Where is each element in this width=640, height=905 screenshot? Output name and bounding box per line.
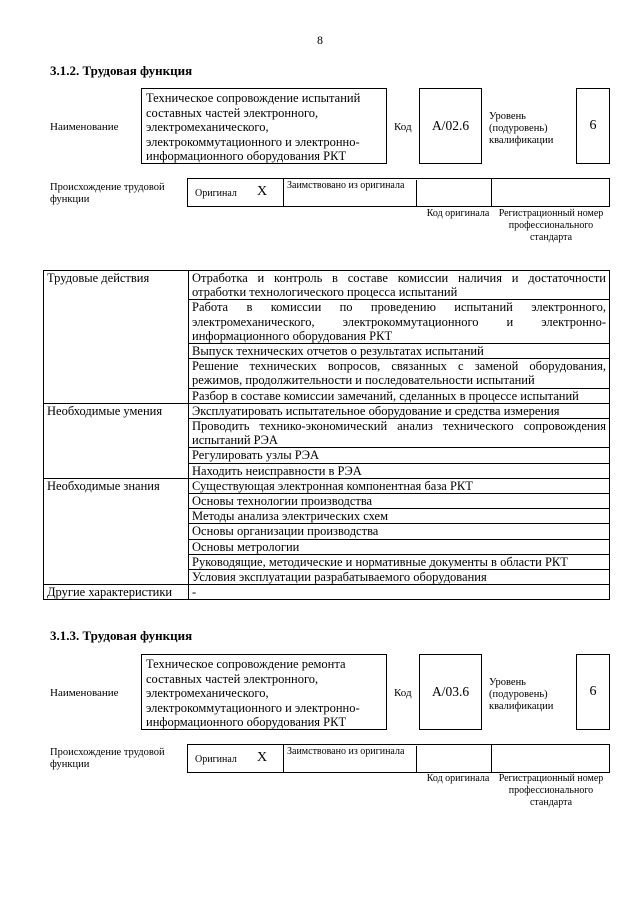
skill-item: Эксплуатировать испытательное оборудование и средства измерения: [189, 403, 610, 418]
knowledge-item: Руководящие, методические и нормативные документы в области РКТ: [189, 554, 610, 569]
original-mark: X: [257, 750, 268, 765]
section-heading-3-1-3: 3.1.3. Трудовая функция: [50, 628, 193, 643]
labor-action-item: Выпуск технических отчетов о результатах испытаний: [189, 344, 610, 359]
knowledge-item: Существующая электронная компонентная база РКТ: [189, 478, 610, 493]
level-value-box: 6: [576, 654, 610, 730]
knowledge-label: Необходимые знания: [44, 478, 189, 584]
table-row: [44, 403, 610, 418]
reg-number-caption: Регистрационный номер профессионального стандарта: [498, 208, 604, 243]
section-heading-3-1-2: 3.1.2. Трудовая функция: [50, 63, 193, 78]
knowledge-item: Условия эксплуатации разрабатываемого оборудования: [189, 570, 610, 585]
code-value-box: А/02.6: [419, 88, 482, 164]
origin-label: Происхождение трудовой функции: [50, 182, 165, 205]
skill-item: Находить неисправности в РЭА: [189, 463, 610, 478]
level-label: Уровень (подуровень) квалификации: [489, 111, 554, 146]
code-label: Код: [394, 121, 412, 133]
skills-label: Необходимые умения: [44, 403, 189, 478]
orig-code-cell: [424, 745, 492, 772]
borrowed-label: Заимствовано из оригинала: [287, 746, 417, 773]
function-name-box: Техническое сопровождение ремонта составных частей электронного, электромеханического, электрокоммутационного и электронно-информационного оборудования РКТ: [141, 654, 387, 730]
level-label: Уровень (подуровень) квалификации: [489, 677, 554, 712]
name-label: Наименование: [50, 121, 119, 133]
original-mark: X: [257, 184, 268, 199]
reg-number-caption: Регистрационный номер профессионального стандарта: [498, 773, 604, 808]
code-label: Код: [394, 687, 412, 699]
labor-action-item: Работа в комиссии по проведению испытаний электронного, электромеханического, электрокоммутационного и электронно-информационного оборудования РКТ: [189, 300, 610, 344]
knowledge-item: Основы организации производства: [189, 524, 610, 539]
level-value-box: 6: [576, 88, 610, 164]
origin-label: Происхождение трудовой функции: [50, 747, 165, 770]
knowledge-item: Методы анализа электрических схем: [189, 509, 610, 524]
other-characteristics-value: -: [189, 585, 610, 600]
code-value-box: А/03.6: [419, 654, 482, 730]
skill-item: Регулировать узлы РЭА: [189, 448, 610, 463]
page-number: 8: [317, 33, 323, 47]
labor-action-item: Отработка и контроль в составе комиссии наличия и достаточности отработки технологического процесса испытаний: [189, 271, 610, 300]
knowledge-item: Основы технологии производства: [189, 494, 610, 509]
other-characteristics-label: Другие характеристики: [44, 585, 189, 600]
function-name-box: Техническое сопровождение испытаний составных частей электронного, электромеханического, электрокоммутационного и электронно-информационного оборудования РКТ: [141, 88, 387, 164]
original-label: Оригинал: [195, 188, 237, 199]
borrowed-label: Заимствовано из оригинала: [287, 180, 417, 207]
table-row: [44, 478, 610, 493]
knowledge-item: Основы метрологии: [189, 539, 610, 554]
table-row: [44, 271, 610, 300]
original-cell: [188, 745, 284, 772]
origin-table: [187, 178, 610, 207]
labor-action-item: Разбор в составе комиссии замечаний, сделанных в процессе испытаний: [189, 388, 610, 403]
orig-code-cell: [424, 179, 492, 206]
name-label: Наименование: [50, 687, 119, 699]
orig-code-caption: Код оригинала: [426, 773, 490, 784]
origin-table: [187, 744, 610, 773]
function-details-table: [43, 270, 610, 600]
table-row: [44, 585, 610, 600]
original-cell: [188, 179, 284, 206]
labor-action-item: Решение технических вопросов, связанных с заменой оборудования, режимов, продолжительности и последовательности испытаний: [189, 359, 610, 388]
labor-actions-label: Трудовые действия: [44, 271, 189, 404]
original-label: Оригинал: [195, 754, 237, 765]
skill-item: Проводить технико-экономический анализ технического сопровождения испытаний РЭА: [189, 419, 610, 448]
orig-code-caption: Код оригинала: [426, 208, 490, 219]
